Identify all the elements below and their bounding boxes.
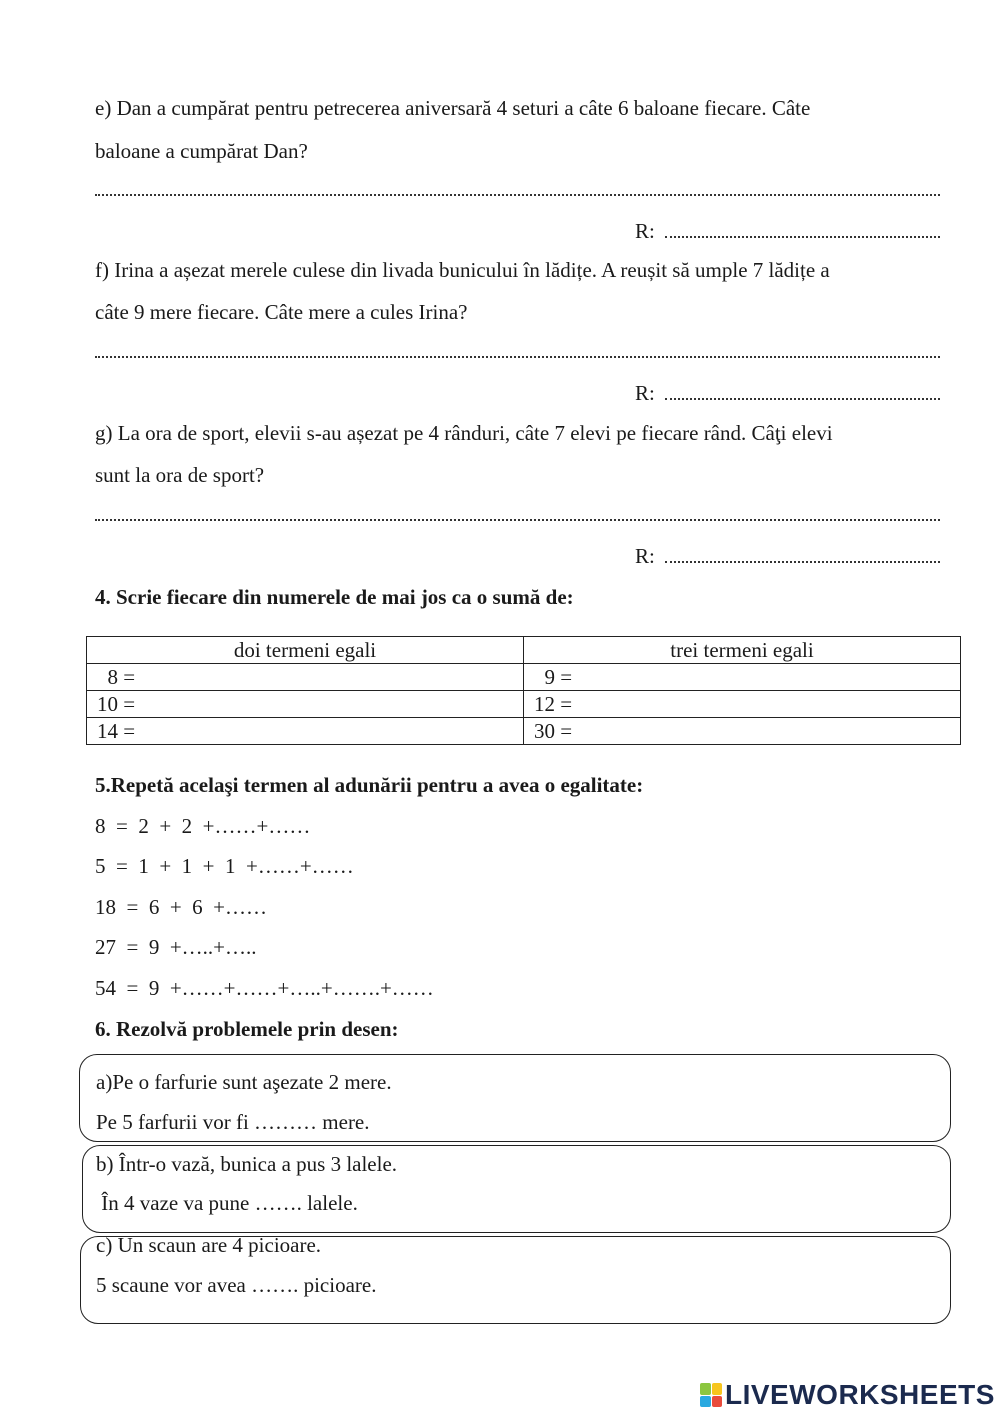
table-row: [87, 718, 961, 745]
problem-f-answer-label: R:: [635, 381, 655, 405]
ex4-col-three-equal: trei termeni egali: [524, 637, 961, 664]
problem-e-answer-line[interactable]: [665, 228, 940, 238]
ex5-equation[interactable]: 8 = 2 + 2 +……+……: [95, 814, 311, 838]
logo-square-yellow: [712, 1383, 723, 1395]
table-row: [87, 664, 961, 691]
ex4-cell[interactable]: 30 =: [524, 718, 961, 745]
ex6-heading: 6. Rezolvă problemele prin desen:: [95, 1017, 399, 1041]
ex4-table: [86, 636, 961, 745]
ex5-equation[interactable]: 54 = 9 +……+……+…..+…….+……: [95, 976, 434, 1000]
problem-f-line1: f) Irina a așezat merele culese din livada bunicului în lădițe. A reușit să umple 7 lădițe a: [95, 258, 830, 282]
ex6-box-b[interactable]: [82, 1145, 951, 1233]
ex6-box-a[interactable]: [79, 1054, 951, 1142]
ex6-box-c-line1: c) Un scaun are 4 picioare.: [96, 1233, 322, 1257]
ex4-header-row: [87, 637, 961, 664]
liveworksheets-logo: [700, 1378, 995, 1412]
ex6-box-b-line1: b) Într-o vază, bunica a pus 3 lalele.: [96, 1152, 398, 1176]
ex5-heading: 5.Repetă acelaşi termen al adunării pentru a avea o egalitate:: [95, 773, 644, 797]
ex6-box-a-line2: Pe 5 farfurii vor fi ……… mere.: [96, 1110, 370, 1134]
ex4-cell[interactable]: 9 =: [524, 664, 961, 691]
ex6-box-c[interactable]: [80, 1233, 951, 1324]
table-row: [87, 691, 961, 718]
problem-g-work-line[interactable]: [95, 511, 940, 521]
ex4-col-two-equal: doi termeni egali: [87, 637, 524, 664]
problem-e-line2: baloane a cumpărat Dan?: [95, 139, 308, 163]
ex5-equation[interactable]: 18 = 6 + 6 +……: [95, 895, 268, 919]
problem-g-line2: sunt la ora de sport?: [95, 463, 265, 487]
ex4-heading: 4. Scrie fiecare din numerele de mai jos ca o sumă de:: [95, 585, 574, 609]
logo-mark-icon: [700, 1383, 722, 1407]
ex6-box-a-line1: a)Pe o farfurie sunt aşezate 2 mere.: [96, 1070, 392, 1094]
ex6-box-c-line2: 5 scaune vor avea ……. picioare.: [96, 1273, 377, 1297]
problem-f-answer-line[interactable]: [665, 390, 940, 400]
logo-square-red: [712, 1396, 723, 1408]
problem-f-line2: câte 9 mere fiecare. Câte mere a cules Irina?: [95, 300, 468, 324]
problem-g-line1: g) La ora de sport, elevii s-au așezat pe 4 rânduri, câte 7 elevi pe fiecare rând. Câţi elevi: [95, 421, 833, 445]
problem-e-work-line[interactable]: [95, 186, 940, 196]
ex4-cell[interactable]: 8 =: [87, 664, 524, 691]
logo-square-green: [700, 1383, 711, 1395]
problem-g-answer-label: R:: [635, 544, 655, 568]
problem-e-answer-label: R:: [635, 219, 655, 243]
problem-g-answer-line[interactable]: [665, 553, 940, 563]
logo-text: LIVEWORKSHEETS: [725, 1379, 995, 1410]
problem-f-work-line[interactable]: [95, 348, 940, 358]
ex4-cell[interactable]: 14 =: [87, 718, 524, 745]
ex5-equation[interactable]: 5 = 1 + 1 + 1 +……+……: [95, 854, 354, 878]
problem-e-line1: e) Dan a cumpărat pentru petrecerea aniversară 4 seturi a câte 6 baloane fiecare. Câte: [95, 96, 811, 120]
ex6-box-b-line2: În 4 vaze va pune ……. lalele.: [96, 1191, 358, 1215]
ex4-cell[interactable]: 12 =: [524, 691, 961, 718]
ex5-equation[interactable]: 27 = 9 +…..+…..: [95, 935, 257, 959]
ex4-cell[interactable]: 10 =: [87, 691, 524, 718]
logo-square-blue: [700, 1396, 711, 1408]
